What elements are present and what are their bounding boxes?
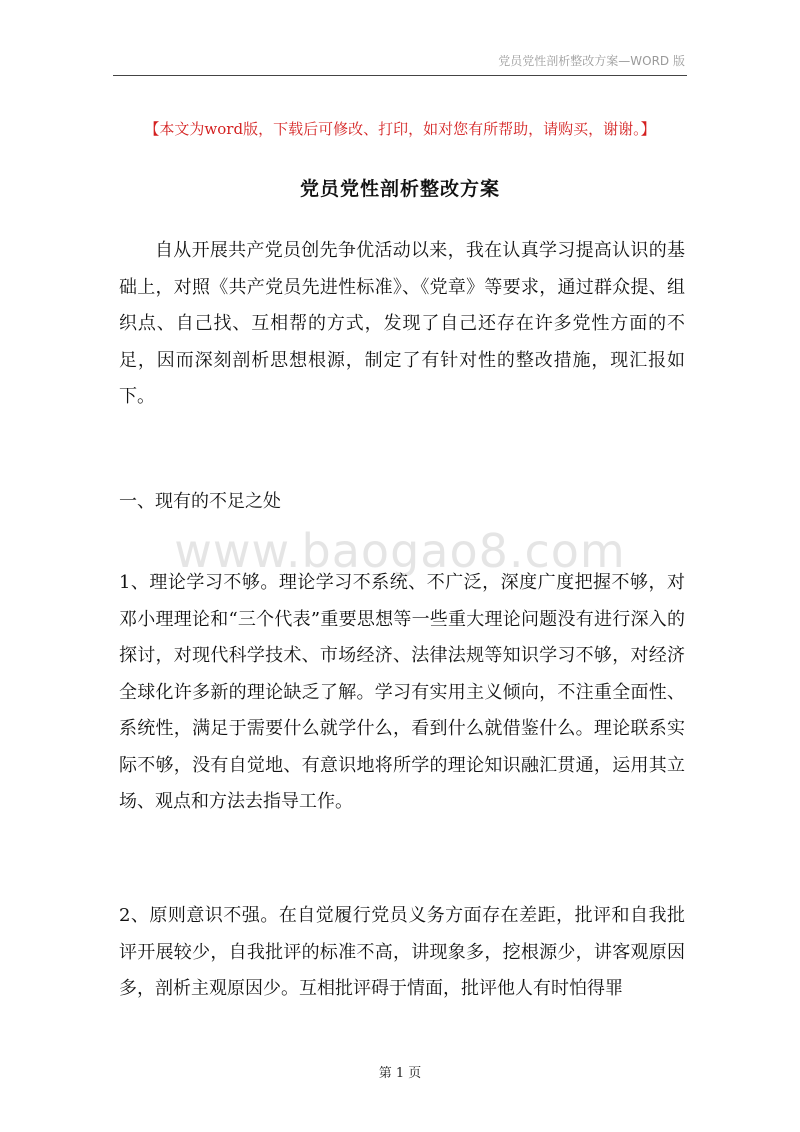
item-paragraph-1: 1、理论学习不够。理论学习不系统、不广泛，深度广度把握不够，对邓小理理论和“三个代表”重要思想等一些重大理论问题没有进行深入的探讨，对现代科学技术、市场经济、法律法规等知识学习不够，对经济全球化许多新的理论缺乏了解。学习有实用主义倾向，不注重全面性、系统性，满足于需要什么就学什么，看到什么就借鉴什么。理论联系实际不够，没有自觉地、有意识地将所学的理论知识融汇贯通，运用其立场、观点和方法去指导工作。 (119, 572, 685, 812)
page-number: 第 1 页 (378, 1066, 422, 1081)
header-divider (113, 75, 687, 76)
document-title: 党员党性剖析整改方案 (299, 178, 500, 200)
intro-paragraph: 自从开展共产党员创先争优活动以来，我在认真学习提高认识的基础上，对照《共产党员先进性标准》、《党章》等要求，通过群众提、组织点、自己找、互相帮的方式，发现了自己还存在许多党性方面的不足，因而深刻剖析思想根源，制定了有针对性的整改措施，现汇报如下。 (119, 240, 685, 407)
section-heading: 一、现有的不足之处 (119, 491, 281, 512)
running-header: 党员党性剖析整改方案—WORD 版 (498, 54, 685, 68)
purchase-notice: 【本文为word版，下载后可修改、打印，如对您有所帮助，请购买，谢谢。】 (144, 120, 656, 138)
item-paragraph-2: 2、原则意识不强。在自觉履行党员义务方面存在差距，批评和自我批评开展较少，自我批评的标准不高，讲现象多，挖根源少，讲客观原因多，剖析主观原因少。互相批评碍于情面，批评他人有时怕得罪 (119, 905, 685, 999)
watermark: www.baogao8.com (174, 524, 626, 578)
